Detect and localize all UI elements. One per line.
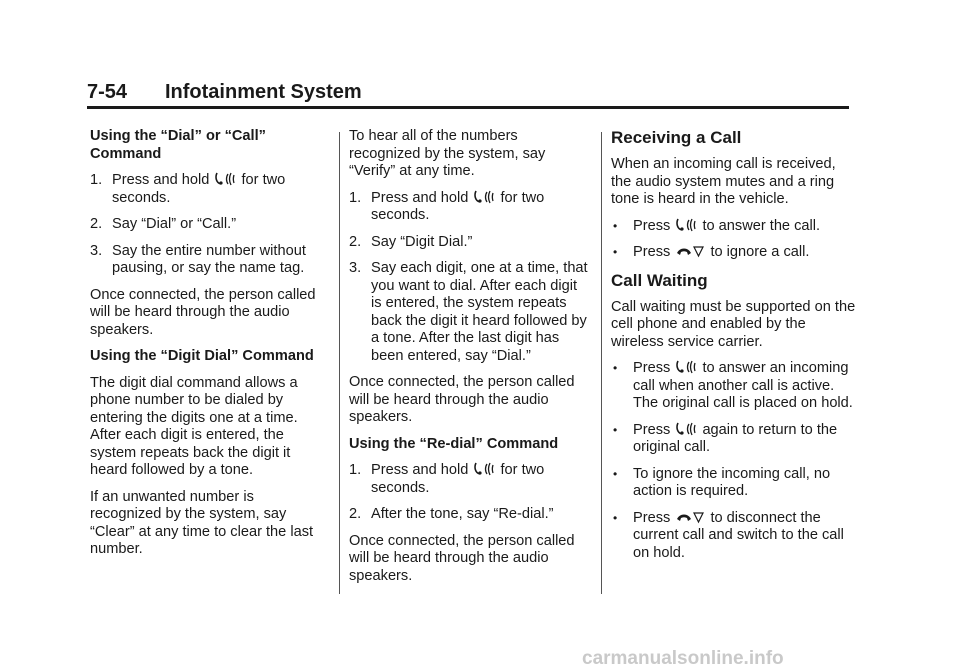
list-item: 1. Press and hold for two seconds. (90, 172, 286, 206)
paragraph: When an incoming call is received, the audio system mutes and a ring tone is heard in the vehicle. (611, 156, 836, 207)
list-item: • Press again to return to the original call. (613, 421, 838, 455)
end-call-icon (675, 510, 705, 524)
steps-re-dial (349, 462, 591, 524)
bullet-icon: • (613, 422, 618, 437)
column-divider (601, 132, 602, 594)
bullets-receiving (611, 218, 856, 262)
bullet-icon: • (613, 245, 618, 259)
heading-receiving-a-call: Receiving a Call (611, 128, 742, 147)
paragraph: The digit dial command allows a phone number to be dialed by entering the digits one at a time. After each digit is entered, the system repeats back the digit it heard followed by a tone. (90, 374, 298, 478)
watermark: carmanualsonline.info (582, 648, 784, 669)
list-item: 1. Press and hold for two seconds. (349, 189, 545, 223)
push-to-talk-icon (675, 360, 697, 374)
bullet-icon: • (613, 466, 618, 481)
paragraph: Once connected, the person called will be heard through the audio speakers. (90, 286, 316, 338)
list-item: 2. Say “Digit Dial.” (349, 233, 473, 250)
page-header (87, 80, 849, 109)
list-item: 3. Say each digit, one at a time, that you want to dial. After each digit is entered, the system repeats back the digit it heard followed by a tone. After the last digit has been entered, say “Dial.” (349, 260, 588, 364)
list-item: • Press to ignore a call. (613, 244, 810, 260)
push-to-talk-icon (675, 218, 697, 232)
list-item: 3. Say the entire number without pausing, or say the name tag. (90, 242, 306, 276)
paragraph: Once connected, the person called will be heard through the audio speakers. (349, 374, 575, 425)
paragraph: Call waiting must be supported on the cell phone and enabled by the wireless service carrier. (611, 298, 856, 350)
column-1 (90, 128, 324, 568)
subheading-dial-call: Using the “Dial” or “Call” Command (90, 128, 266, 162)
column-3 (611, 128, 856, 571)
list-item: • To ignore the incoming call, no action is required. (613, 465, 831, 499)
paragraph: Once connected, the person called will be heard through the audio speakers. (349, 532, 575, 584)
list-item: 1. Press and hold for two seconds. (349, 462, 545, 496)
push-to-talk-icon (473, 190, 495, 204)
push-to-talk-icon (214, 172, 236, 186)
paragraph: If an unwanted number is recognized by the system, say “Clear” at any time to clear the last number. (90, 488, 314, 557)
bullet-icon: • (613, 510, 618, 525)
steps-digit-dial (349, 190, 591, 366)
push-to-talk-icon (675, 422, 697, 436)
subheading-re-dial: Using the “Re-dial” Command (349, 435, 559, 452)
end-call-icon (675, 244, 705, 258)
column-divider (339, 132, 340, 594)
page-number: 7-54 (87, 81, 128, 103)
paragraph: To hear all of the numbers recognized by the system, say “Verify” at any time. (349, 128, 546, 179)
column-2 (349, 128, 591, 594)
steps-dial-call (90, 172, 324, 278)
subheading-digit-dial: Using the “Digit Dial” Command (90, 348, 314, 364)
list-item: 2. Say “Dial” or “Call.” (90, 216, 237, 232)
heading-call-waiting: Call Waiting (611, 270, 708, 290)
bullet-icon: • (613, 361, 618, 375)
list-item: • Press to answer the call. (613, 217, 821, 234)
push-to-talk-icon (473, 462, 495, 476)
list-item: 2. After the tone, say “Re-dial.” (349, 506, 554, 522)
bullet-icon: • (613, 218, 618, 233)
bullets-call-waiting (611, 360, 856, 562)
section-title: Infotainment System (165, 81, 362, 103)
list-item: • Press to answer an incoming call when another call is active. The original call is placed on hold. (613, 360, 853, 411)
list-item: • Press to disconnect the current call and switch to the call on hold. (613, 509, 844, 561)
